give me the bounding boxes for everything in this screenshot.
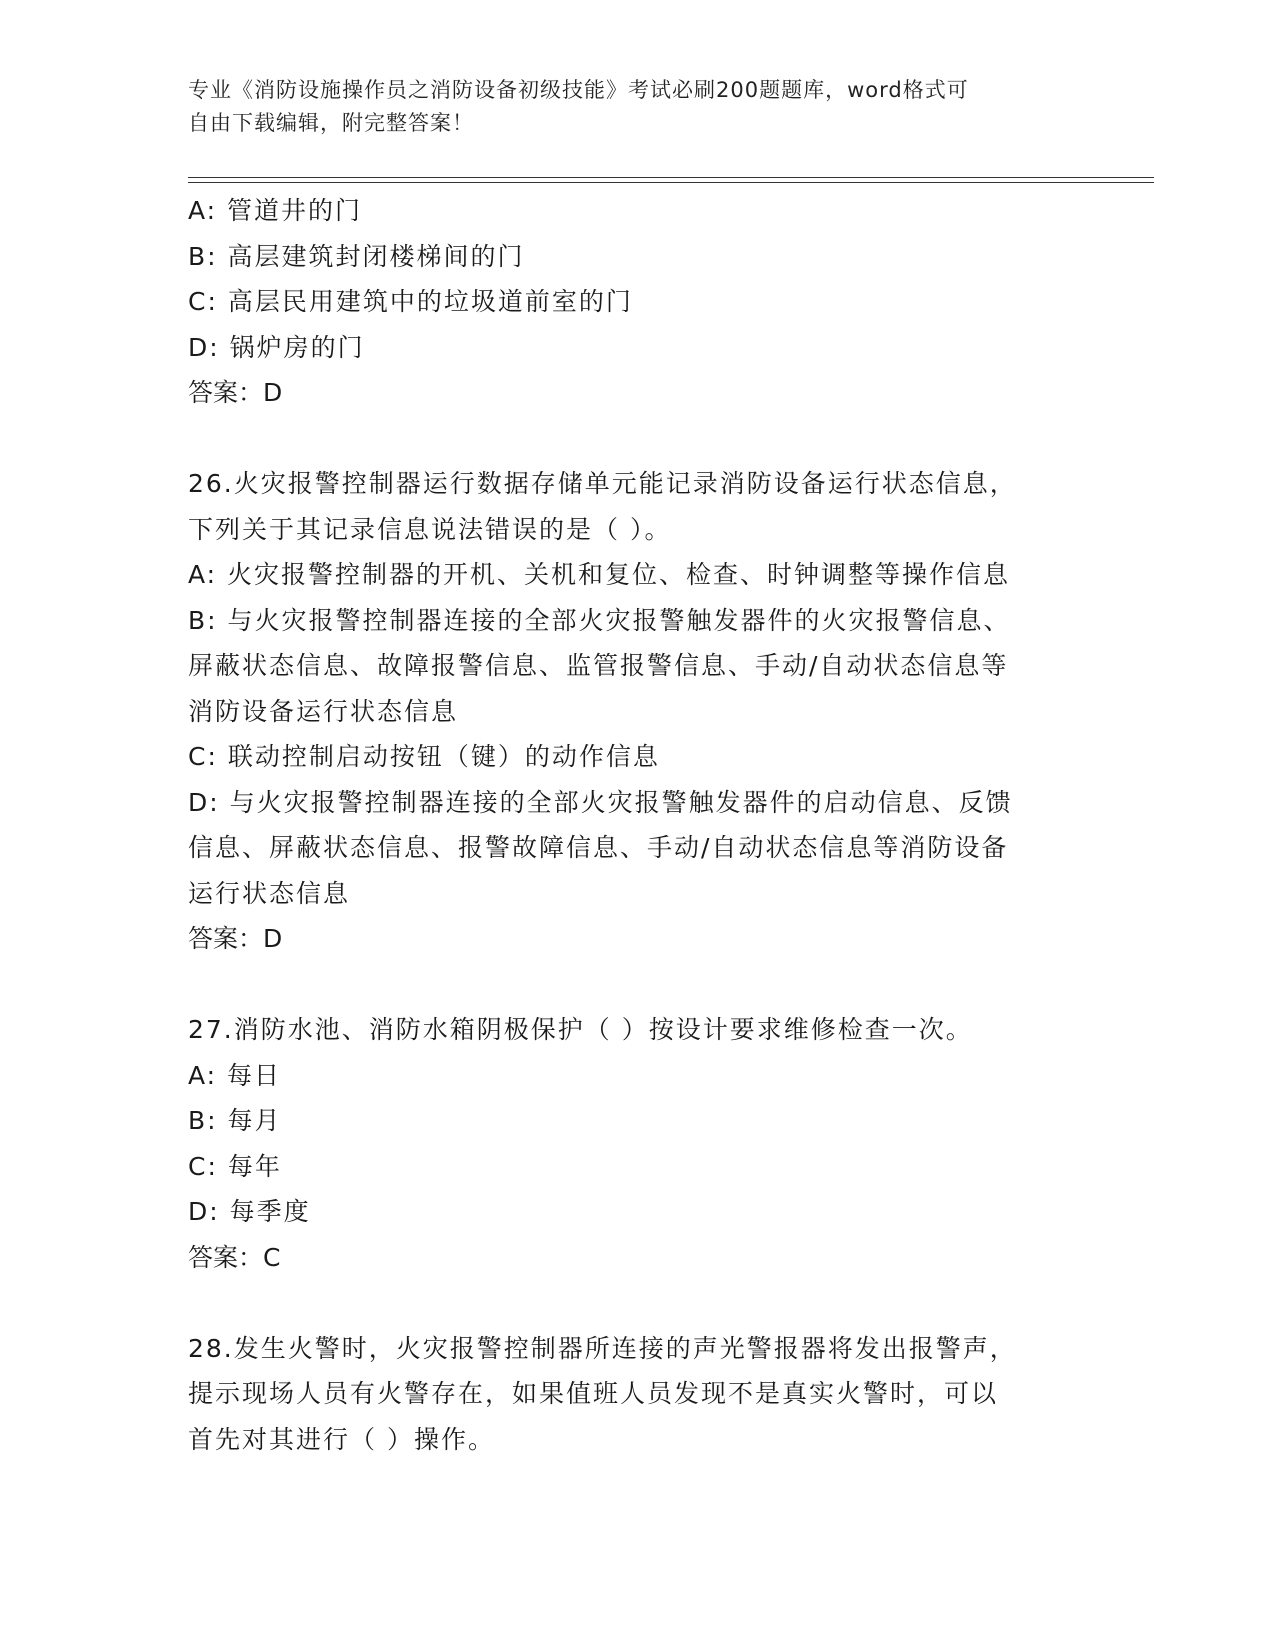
- question-stem-line: 提示现场人员有火警存在，如果值班人员发现不是真实火警时，可以: [188, 1379, 999, 1408]
- header-line-2: 自由下载编辑，附完整答案！: [188, 111, 474, 135]
- option-d-line: 信息、屏蔽状态信息、报警故障信息、手动/自动状态信息等消防设备: [188, 833, 1009, 862]
- option-d: D: 每季度: [188, 1197, 311, 1226]
- option-b-line: 消防设备运行状态信息: [188, 696, 459, 726]
- option-a: A: 每日: [188, 1060, 282, 1090]
- option-c: C: 高层民用建筑中的垃圾道前室的门: [188, 287, 633, 316]
- question-25: [188, 188, 1088, 416]
- answer: 答案：D: [188, 924, 283, 953]
- option-d-line: 运行状态信息: [188, 878, 351, 908]
- spacer: [188, 962, 1088, 1008]
- spacer: [188, 416, 1088, 462]
- header-line-1: 专业《消防设施操作员之消防设备初级技能》考试必刷200题题库，word格式可: [188, 78, 969, 102]
- question-stem-line: 28.发生火警时，火灾报警控制器所连接的声光警报器将发出报警声，: [188, 1333, 1017, 1363]
- option-b-line: B: 与火灾报警控制器连接的全部火灾报警触发器件的火灾报警信息、: [188, 605, 1011, 635]
- option-d: D: 锅炉房的门: [188, 332, 365, 362]
- option-a: A: 火灾报警控制器的开机、关机和复位、检查、时钟调整等操作信息: [188, 560, 1011, 589]
- option-b: B: 每月: [188, 1106, 282, 1135]
- question-26: [188, 461, 1088, 962]
- answer: 答案：C: [188, 1242, 281, 1272]
- document-header: [188, 74, 1068, 140]
- header-divider-top: [188, 177, 1154, 178]
- question-stem-line: 下列关于其记录信息说法错误的是（ ）。: [188, 514, 672, 544]
- document-body: [188, 188, 1088, 1462]
- option-b: B: 高层建筑封闭楼梯间的门: [188, 241, 525, 271]
- option-c: C: 联动控制启动按钮（键）的动作信息: [188, 742, 660, 771]
- option-c: C: 每年: [188, 1151, 282, 1181]
- option-a: A: 管道井的门: [188, 196, 363, 225]
- option-b-line: 屏蔽状态信息、故障报警信息、监管报警信息、手动/自动状态信息等: [188, 651, 1009, 680]
- header-divider-bottom: [188, 182, 1154, 183]
- spacer: [188, 1280, 1088, 1326]
- question-28: [188, 1326, 1088, 1463]
- question-stem: 27.消防水池、消防水箱阴极保护（ ）按设计要求维修检查一次。: [188, 1015, 973, 1044]
- question-stem-line: 首先对其进行（ ）操作。: [188, 1424, 495, 1454]
- option-d-line: D: 与火灾报警控制器连接的全部火灾报警触发器件的启动信息、反馈: [188, 787, 1013, 817]
- question-27: [188, 1007, 1088, 1280]
- question-stem-line: 26.火灾报警控制器运行数据存储单元能记录消防设备运行状态信息，: [188, 469, 1017, 498]
- answer: 答案：D: [188, 378, 283, 407]
